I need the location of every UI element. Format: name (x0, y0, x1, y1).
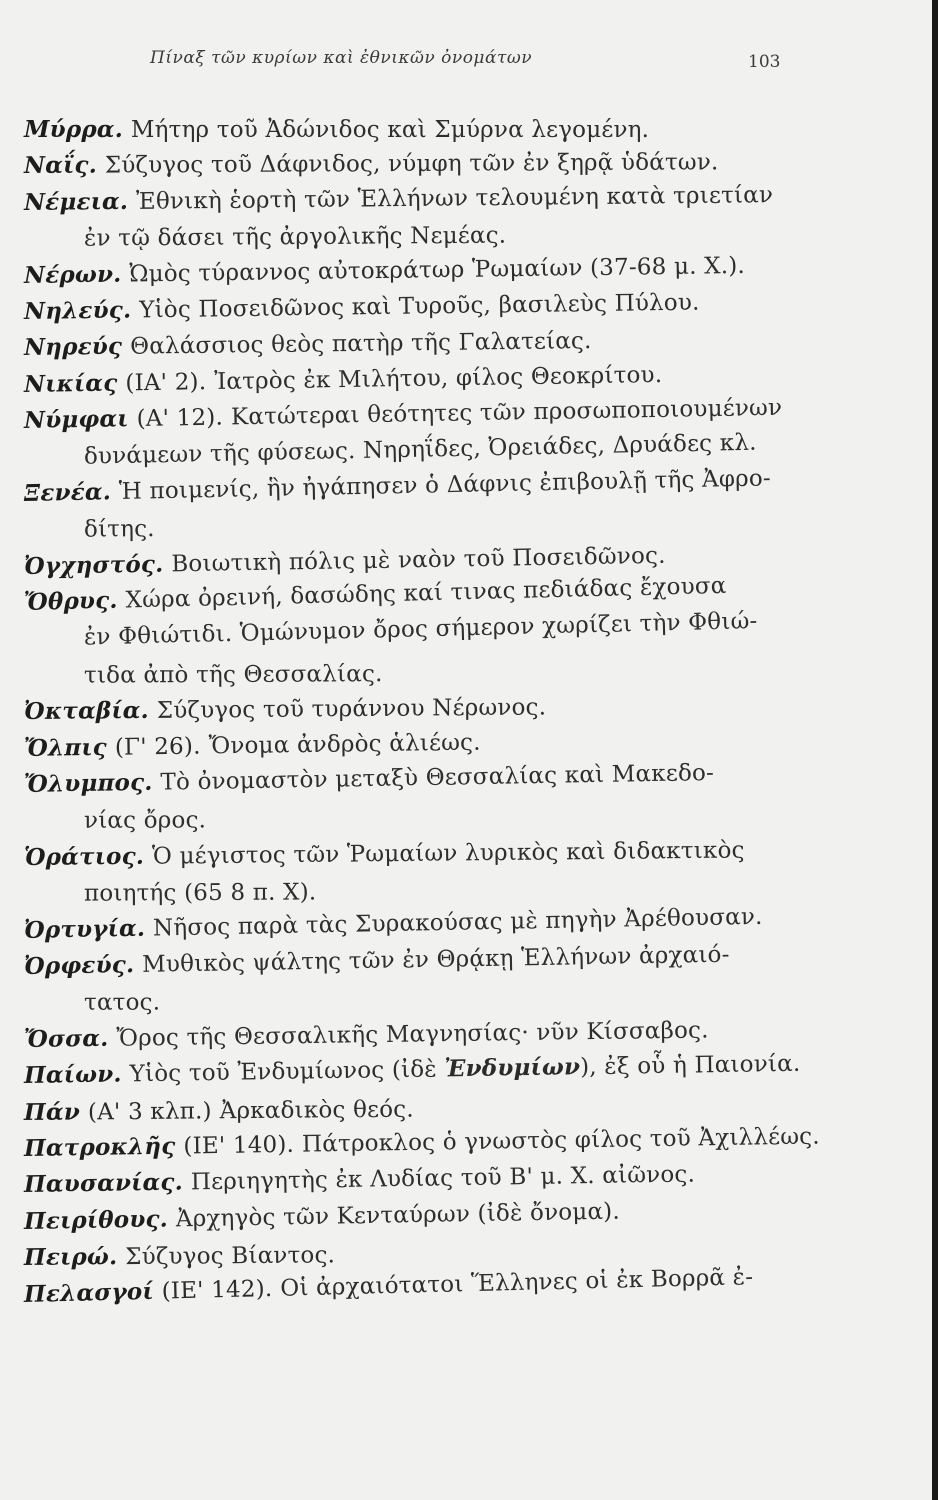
entry-reference: (ΙΕ' 142). (161, 1275, 273, 1305)
entry-headword: Πελασγοί (23, 1277, 155, 1308)
entry-definition: Σύζυγος Βίαντος. (125, 1242, 336, 1271)
entry-headword: Ὀρφεύς. (23, 951, 135, 980)
entry-definition: Ἡ ποιμενίς, ἣν ἠγάπησεν ὁ Δάφνις ἐπιβουλῇ τῆς Ἀφρο- (118, 465, 772, 505)
entry-definition-tail: ), ἐξ οὗ ἡ Παιονία. (579, 1050, 801, 1081)
entry-headword: Ὄθρυς. (23, 586, 118, 617)
entry-definition: Περιηγητὴς ἐκ Λυδίας τοῦ Β' μ. Χ. αἰῶνος. (190, 1161, 696, 1196)
entry-headword: Νηλεύς. (23, 296, 132, 325)
entry-headword: Πάν (23, 1098, 81, 1126)
entry-definition: Ὠμὸς τύραννος αὐτοκράτωρ Ῥωμαίων (37-68 μ. Χ.). (129, 252, 746, 288)
entry-headword: Παυσανίας. (23, 1168, 184, 1199)
entry-definition: Σύζυγος τοῦ Δάφνιδος, νύμφη τῶν ἐν ξηρᾷ ὑδάτων. (104, 149, 719, 179)
entry-continuation-text: τιδα ἀπὸ τῆς Θεσσαλίας. (83, 660, 383, 689)
entry-definition: Ὄνομα ἀνδρὸς ἁλιέως. (208, 729, 481, 760)
index-entries (24, 112, 824, 1313)
entry-definition: Οἱ ἀρχαιότατοι Ἕλληνες οἱ ἐκ Βορρᾶ ἐ- (280, 1263, 754, 1302)
entry-reference: (Α' 12). (136, 404, 224, 433)
entry-definition: Κατώτεραι θεότητες τῶν προσωποποιουμένων (230, 394, 783, 431)
running-header: Πίναξ τῶν κυρίων καὶ ἐθνικῶν ὀνομάτων (150, 48, 533, 68)
entry-headword: Ξενέα. (23, 478, 112, 507)
entry-continuation-text: νίας ὄρος. (83, 807, 207, 835)
entry-headword: Νηρεύς (23, 333, 123, 362)
entry-headword: Ναΐς. (23, 152, 97, 180)
entry-definition: Νῆσος παρὰ τὰς Συρακούσας μὲ πηγὴν Ἀρέθουσαν. (152, 903, 763, 942)
index-entry (24, 176, 824, 221)
entry-definition: Βοιωτικὴ πόλις μὲ ναὸν τοῦ Ποσειδῶνος. (171, 542, 666, 578)
entry-definition: Χώρα ὀρεινή, δασώδης καί τινας πεδιάδας ἔχουσα (125, 572, 727, 614)
entry-headword: Παίων. (23, 1060, 122, 1090)
entry-headword: Πειρώ. (23, 1243, 118, 1272)
entry-definition: Ὁ μέγιστος τῶν Ῥωμαίων λυρικὸς καὶ διδακτικὸς (151, 837, 745, 870)
entry-definition: Ἰατρὸς ἐκ Μιλήτου, φίλος Θεοκρίτου. (214, 361, 663, 395)
entry-headword: Ὀκταβία. (23, 697, 149, 726)
entry-continuation-text: δίτης. (83, 516, 155, 543)
index-entry (24, 831, 824, 876)
entry-headword: Νύμφαι (23, 405, 129, 435)
index-entry (24, 112, 824, 148)
entry-reference: (ΙΕ' 140). (183, 1131, 295, 1160)
entry-reference: (ΙΑ' 2). (125, 368, 207, 397)
entry-continuation-text: ἐν τῷ δάσει τῆς ἀργολικῆς Νεμέας. (83, 222, 507, 252)
entry-definition: Θαλάσσιος θεὸς πατὴρ τῆς Γαλατείας. (130, 328, 592, 361)
entry-definition: Μυθικὸς ψάλτης τῶν ἐν Θρᾴκῃ Ἑλλήνων ἀρχαιό- (141, 941, 730, 978)
entry-headword: Ὁράτιος. (23, 842, 145, 871)
entry-headword: Ὄλυμπος. (23, 768, 153, 799)
entry-definition: Υἱὸς τοῦ Ἐνδυμίωνος (ἰδὲ (129, 1056, 438, 1088)
entry-definition: Τὸ ὀνομαστὸν μεταξὺ Θεσσαλίας καὶ Μακεδο- (160, 759, 715, 796)
entry-continuation-text: δυνάμεων τῆς φύσεως. Νηρηΐδες, Ὀρειάδες, Δρυάδες κλ. (83, 429, 757, 470)
entry-headword: Πειρίθους. (23, 1205, 169, 1235)
entry-headword: Πατροκλῆς (23, 1132, 176, 1162)
entry-headword: Νέμεια. (23, 187, 129, 216)
entry-crossref-bold: Ἐνδυμίων (444, 1053, 581, 1083)
entry-continuation-text: τατος. (83, 989, 161, 1017)
entry-reference: (Α' 3 κλπ.) (87, 1097, 212, 1125)
entry-continuation-text: ἐν Φθιώτιδι. Ὁμώνυμον ὄρος σήμερον χωρίζει τὴν Φθιώ- (83, 608, 758, 651)
entry-headword: Μύρρα. (24, 116, 123, 143)
entry-headword: Νέρων. (23, 260, 122, 289)
entry-definition: Σύζυγος τοῦ τυράννου Νέρωνος. (156, 694, 547, 725)
entry-definition: Πάτροκλος ὁ γνωστὸς φίλος τοῦ Ἀχιλλέως. (301, 1123, 820, 1158)
entry-definition: Υἱὸς Ποσειδῶνος καὶ Τυροῦς, βασιλεὺς Πύλου. (139, 289, 700, 324)
entry-definition: Ἀρχηγὸς τῶν Κενταύρων (ἰδὲ ὄνομα). (175, 1198, 621, 1233)
entry-headword: Νικίας (23, 369, 118, 398)
entry-headword: Ὄλπις (23, 733, 108, 762)
entry-headword: Ὀρτυγία. (23, 914, 146, 944)
entry-headword: Ὀγχηστός. (23, 550, 164, 580)
entry-definition: Μήτηρ τοῦ Ἀδώνιδος καὶ Σμύρνα λεγομένη. (130, 117, 650, 143)
entry-definition: Ἐθνικὴ ἑορτὴ τῶν Ἑλλήνων τελουμένη κατὰ τριετίαν (135, 181, 774, 215)
entry-headword: Ὄσσα. (23, 1024, 109, 1053)
page-edge-shadow (932, 0, 938, 1500)
entry-definition: Ἀρκαδικὸς θεός. (219, 1096, 414, 1124)
entry-definition: Ὄρος τῆς Θεσσαλικῆς Μαγνησίας· νῦν Κίσσαβος. (116, 1017, 709, 1052)
entry-reference: (Γ' 26). (114, 733, 201, 761)
entry-continuation-text: ποιητής (65 8 π. Χ). (83, 879, 317, 907)
page-number: 103 (748, 52, 781, 72)
